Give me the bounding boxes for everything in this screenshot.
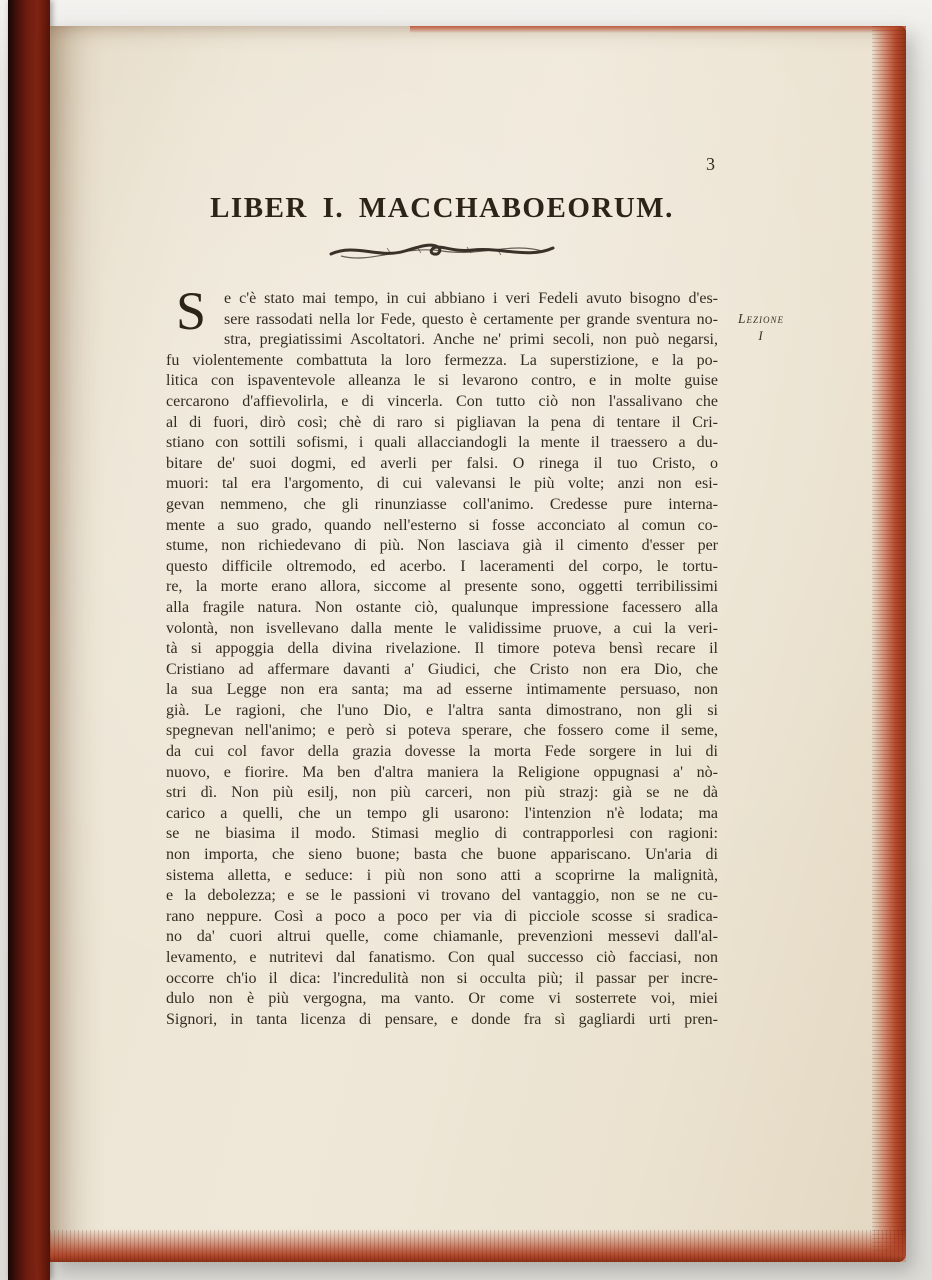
page-edge-bottom (50, 1230, 906, 1262)
text-line: già. Le ragioni, che l'uno Dio, e l'altra santa dimostrano, non gli si (166, 701, 718, 719)
ornament-divider (327, 237, 557, 265)
text-line: occorre ch'io il dica: l'incredulità non si occulta più; il passar per incre- (166, 969, 718, 987)
text-line: cercarono d'affievolirla, e di vincerla. Con tutto ciò non l'assalivano che (166, 392, 718, 410)
text-line: volontà, non isvellevano dalla mente le validissime pruove, a cui la veri- (166, 619, 718, 637)
text-line: al di fuori, dirò così; chè di raro si pigliavan la pena di tentare il Cri- (166, 413, 718, 431)
text-line: e c'è stato mai tempo, in cui abbiano i veri Fedeli avuto bisogno d'es- (224, 290, 718, 307)
text-line: sistema alletta, e seduce: i più non sono atti a scoprirne la malignità, (166, 866, 718, 884)
text-line: alla fragile natura. Non ostante ciò, qualunque impressione facessero alla (166, 598, 718, 616)
text-line: dulo non è più vergogna, ma vanto. Or come vi sosterrete voi, miei (166, 990, 718, 1008)
text-line: la sua Legge non era santa; ma ad esserne intimamente persuaso, non (166, 681, 718, 699)
drop-cap: S (175, 281, 207, 341)
text-line: spegnevan nell'animo; e però si poteva sperare, che fossero come il seme, (166, 722, 718, 740)
page-title: LIBER I. MACCHABOEORUM. (210, 192, 674, 224)
margin-note (726, 310, 796, 344)
text-line: stiano con sottili sofismi, i quali allacciandogli la mente il traessero a du- (166, 434, 718, 452)
text-line: e la debolezza; e se le passioni vi trovano del vantaggio, non se ne cu- (166, 887, 718, 905)
text-line: stra, pregiatissimi Ascoltatori. Anche ne' primi secoli, non può negarsi, (224, 331, 718, 349)
text-line: Cristiano ad affermare davanti a' Giudici, che Cristo non era Dio, che (166, 660, 718, 678)
page-edge-right (872, 26, 906, 1262)
page-number: 3 (706, 154, 716, 174)
text-line: carico a quelli, che un tempo gli usarono: l'intenzion n'è lodata; ma (166, 804, 718, 822)
body-lines (166, 281, 718, 1030)
text-line: levamento, e nutritevi dal fanatismo. Con qual successo ciò facciasi, non (166, 949, 718, 966)
text-line: se ne biasima il modo. Stimasi meglio di contrapporlesi con ragioni: (166, 825, 718, 843)
text-line: stri dì. Non più esilj, non più carceri, non più strazj: già se ne dà (166, 784, 718, 802)
text-line: questo difficile oltremodo, ed acerbo. I laceramenti del corpo, le tortu- (166, 557, 718, 575)
text-line: nuovo, e fiorire. Ma ben d'altra maniera la Religione oppugnasi a' nò- (166, 763, 718, 781)
text-line: non importa, che sieno buone; basta che buone appariscano. Un'aria di (166, 846, 718, 864)
text-line: fu violentemente combattuta la loro fermezza. La superstizione, e la po- (166, 351, 718, 369)
margin-note-label: Lezione (737, 311, 784, 326)
margin-note-numeral: I (758, 328, 764, 343)
printed-content (166, 154, 718, 1030)
text-line: litica con ispaventevole alleanza le si levarono contro, e in molte guise (166, 372, 718, 390)
text-line: rano neppure. Così a poco a poco per via di picciole scosse si sradica- (166, 907, 718, 925)
text-line: bitare de' suoi dogmi, ed averli per falsi. O rinega il tuo Cristo, o (166, 454, 718, 472)
text-line: re, la morte erano allora, siccome al presente sono, oggetti terribilissimi (166, 578, 718, 596)
text-line: muori: tal era l'argomento, di cui valevansi le più volte; anzi non esi- (166, 475, 718, 493)
book-spine (8, 0, 50, 1280)
text-line: no da' cuori altrui quelle, come chiamanle, prevenzioni messevi dall'al- (166, 928, 718, 946)
book-page (50, 26, 906, 1262)
text-line: mente a suo grado, quando nell'esterno si fosse acconciato al comun co- (166, 516, 718, 534)
text-line: tà si appoggia della divina rivelazione. Il timore poteva bensì recare il (166, 640, 718, 658)
text-line: Signori, in tanta licenza di pensare, e donde fra sì gagliardi urti pren- (166, 1010, 718, 1028)
body-text (166, 281, 718, 1030)
text-line: stume, non richiedevano di più. Non lasciava già il cimento d'esser per (166, 537, 718, 555)
text-line: sere rassodati nella lor Fede, questo è certamente per grande sventura no- (224, 310, 718, 328)
text-line: gevan nemmeno, che gli rinunziasse coll'animo. Credesse pure interna- (166, 495, 718, 513)
page-edge-top (410, 26, 906, 33)
text-line: da cui col favor della grazia dovesse la morta Fede sorgere in lui di (166, 743, 718, 761)
